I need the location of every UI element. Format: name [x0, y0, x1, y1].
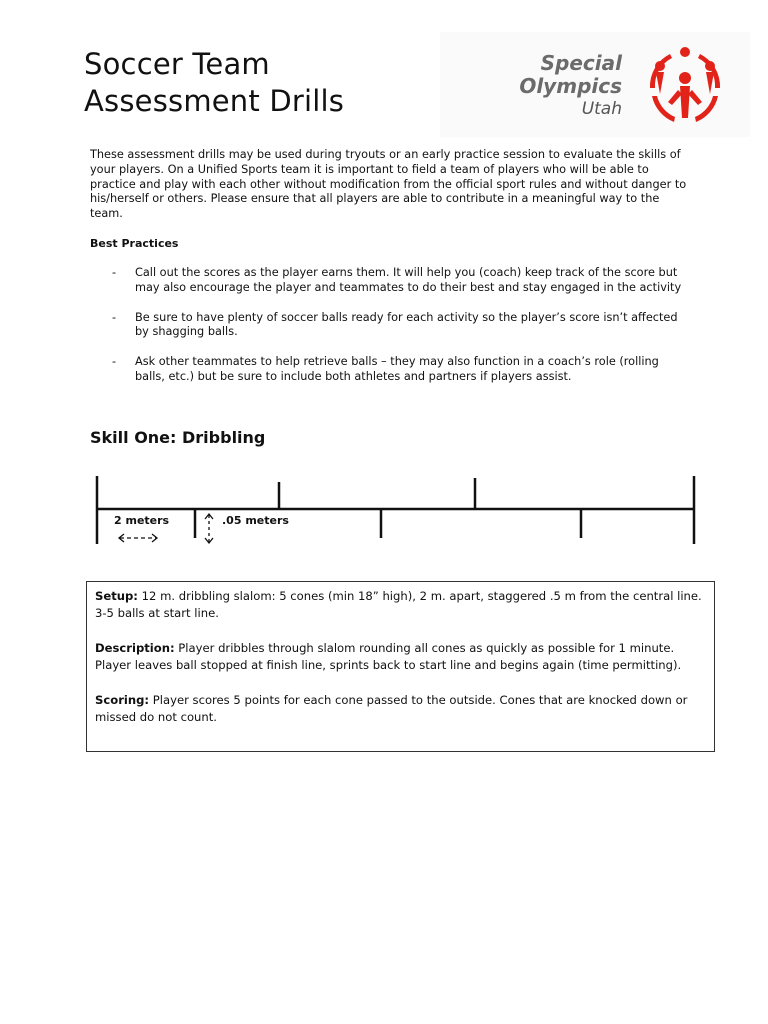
offset-label: .05 meters [222, 514, 289, 527]
special-olympics-emblem-icon [630, 40, 740, 130]
description-text: Player dribbles through slalom rounding all cones as quickly as possible for 1 minute. Player leaves ball stopped at finish line, sprints back to start line and begins again (time permitting). [95, 641, 682, 672]
dash-bullet-icon: - [112, 266, 117, 279]
intro-paragraph: These assessment drills may be used during tryouts or an early practice session to evaluate the skills of your players. On a Unified Sports team it is important to field a team of players who will be able to practice and play with each other without modification from the official sport rules and without danger to his/herself or others. Please ensure that all players are able to contribute in a meaningful way to the team. [90, 148, 687, 221]
list-item-text: Be sure to have plenty of soccer balls ready for each activity so the player’s score isn’t affected by shagging balls. [135, 310, 678, 339]
dash-bullet-icon: - [112, 310, 117, 324]
spacing-label: 2 meters [114, 514, 170, 527]
logo-line-3: Utah [581, 99, 622, 119]
description-label: Description: [95, 641, 175, 655]
title-line-1: Soccer Team [84, 47, 270, 81]
setup-paragraph [95, 588, 706, 622]
drill-details-box [86, 581, 715, 752]
description-paragraph [95, 640, 706, 674]
list-item [90, 311, 690, 341]
page-title [84, 46, 344, 120]
list-item-text: Call out the scores as the player earns them. It will help you (coach) keep track of the score but may also encourage the player and teammates to do their best and stay engaged in the activity [135, 266, 682, 294]
skill-one-heading: Skill One: Dribbling [90, 428, 266, 447]
setup-text: 12 m. dribbling slalom: 5 cones (min 18” high), 2 m. apart, staggered .5 m from the central line. 3-5 balls at start line. [95, 589, 702, 620]
title-line-2: Assessment Drills [84, 84, 345, 118]
list-item [90, 355, 690, 385]
logo-line-1: Special [540, 51, 622, 75]
list-item [90, 266, 690, 296]
vertical-double-arrow-icon [205, 514, 213, 543]
dribbling-slalom-diagram [90, 470, 700, 550]
best-practices-heading: Best Practices [90, 237, 179, 250]
scoring-text: Player scores 5 points for each cone passed to the outside. Cones that are knocked down or missed do not count. [95, 693, 688, 724]
scoring-label: Scoring: [95, 693, 150, 707]
setup-label: Setup: [95, 589, 138, 603]
list-item-text: Ask other teammates to help retrieve balls – they may also function in a coach’s role (rolling balls, etc.) but be sure to include both athletes and partners if players assist. [135, 355, 659, 383]
best-practices-list [90, 266, 690, 400]
horizontal-double-arrow-icon [119, 534, 157, 542]
dash-bullet-icon: - [112, 355, 117, 369]
special-olympics-logo [440, 32, 750, 137]
logo-wordmark [519, 52, 622, 121]
scoring-paragraph [95, 692, 706, 726]
logo-line-2: Olympics [519, 74, 622, 98]
